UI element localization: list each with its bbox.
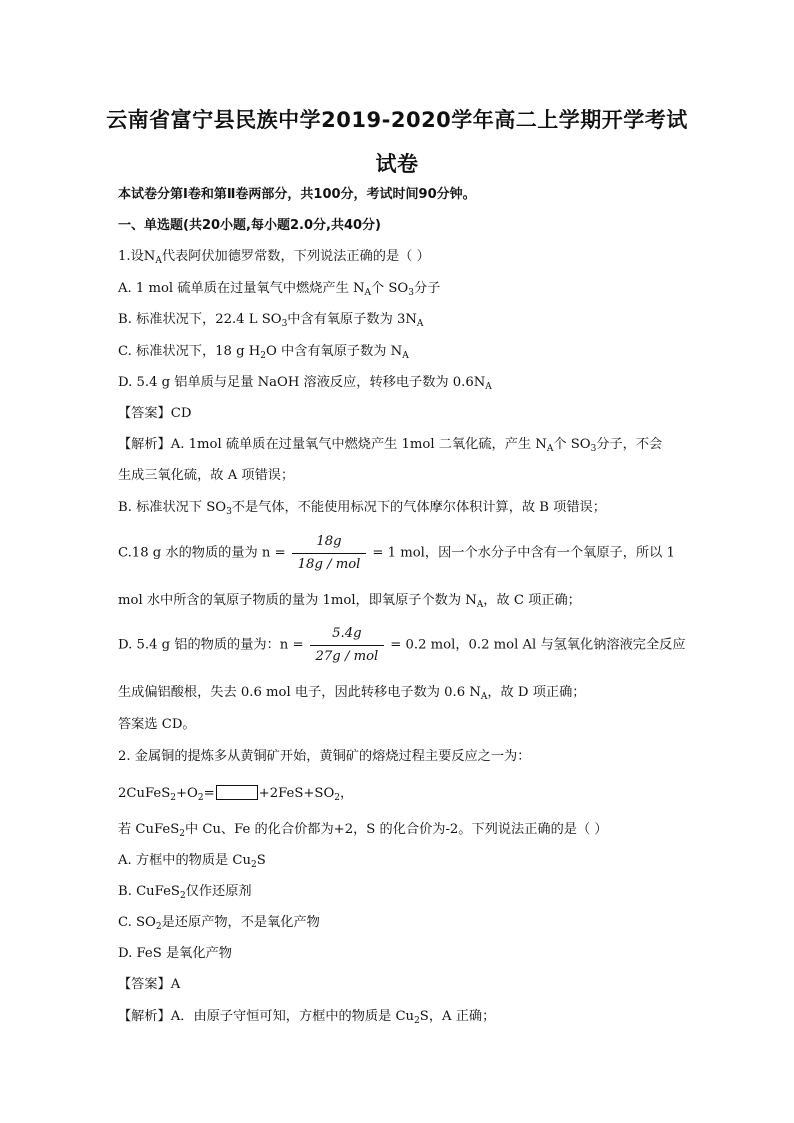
question-2-stem: 2. 金属铜的提炼多从黄铜矿开始，黄铜矿的熔烧过程主要反应之一为： [118, 749, 531, 764]
question-2-condition: 若 CuFeS$_2$中 Cu、Fe 的化合价都为+2，S 的化合价为-2。下列说法正确的是（ ） [118, 822, 608, 839]
page-title-line2: 试卷 [375, 152, 419, 176]
blank-answer-box [216, 785, 258, 800]
question-1-explanation-4: C.18 g 水的物质的量为 n = $\frac{18g}{\text{18g / mol}}$ = 1 mol，因一个水分子中含有一个氧原子，所以 1 [118, 534, 675, 572]
exam-intro: 本试卷分第Ⅰ卷和第Ⅱ卷两部分，共100分，考试时间90分钟。 [118, 187, 476, 202]
question-2-explanation-1: 【解析】A．由原子守恒可知，方框中的物质是 $Cu_2S$，A 正确； [118, 1009, 496, 1026]
question-2-option-a: A. 方框中的物质是 $Cu_2S$ [118, 853, 266, 870]
page-title-line1: 云南省富宁县民族中学2019-2020学年高二上学期开学考试 [106, 108, 688, 132]
question-1-explanation-5: mol 水中所含的氧原子物质的量为 1mol，即氧原子个数为 $N_A$，故 C 项正确； [118, 593, 581, 610]
question-2-option-c: C. $SO_2$是还原产物，不是氧化产物 [118, 915, 320, 932]
fraction-aluminum-moles: $\frac{5.4g}{\text{27g / mol}}$ [310, 625, 385, 666]
question-1-explanation-7: 生成偏铝酸根，失去 0.6 mol 电子，因此转移电子数为 0.6 $N_A$，故 D 项正确； [118, 685, 586, 702]
fraction-water-moles: $\frac{18g}{\text{18g / mol}}$ [292, 533, 367, 574]
question-1-explanation-8: 答案选 CD。 [118, 717, 196, 732]
question-1-explanation-1: 【解析】A. 1mol 硫单质在过量氧气中燃烧产生 1mol 二氧化硫，产生 $N_A$个 $SO_3$分子，不会 [118, 437, 663, 454]
question-1-option-c: C. 标准状况下，18 g $H_2O$ 中含有氧原子数为 $N_A$ [118, 344, 409, 361]
question-1-option-a: A. 1 mol 硫单质在过量氧气中燃烧产生 $N_A$个 $SO_3$分子 [118, 281, 441, 298]
question-2-option-b: B. CuFeS$_2$仅作还原剂 [118, 884, 252, 901]
question-1-answer: 【答案】CD [118, 406, 192, 421]
question-2-option-d: D. FeS 是氧化产物 [118, 946, 232, 961]
question-1-explanation-2: 生成三氧化硫，故 A 项错误； [118, 468, 295, 483]
question-2-answer: 【答案】A [118, 977, 181, 992]
question-2-equation: $2CuFeS_2+O_2= +2FeS+SO_2$， [118, 786, 354, 803]
question-1-option-b: B. 标准状况下，22.4 L $SO_3$中含有氧原子数为 $3N_A$ [118, 312, 424, 329]
question-1-explanation-6: D. 5.4 g 铝的物质的量为：n = $\frac{5.4g}{\text{27g / mol}}$ = 0.2 mol，0.2 mol Al 与氢氧化钠溶液完全反应 [118, 626, 686, 664]
question-1-stem: 1.设$N_A$代表阿伏加德罗常数，下列说法正确的是（ ） [118, 249, 430, 266]
question-1-explanation-3: B. 标准状况下 $SO_3$不是气体，不能使用标况下的气体摩尔体积计算，故 B 项错误； [118, 500, 606, 517]
section-heading: 一、单选题(共20小题,每小题2.0分,共40分) [118, 218, 381, 233]
question-1-option-d: D. 5.4 g 铝单质与足量 NaOH 溶液反应，转移电子数为 $0.6N_A$ [118, 375, 492, 392]
